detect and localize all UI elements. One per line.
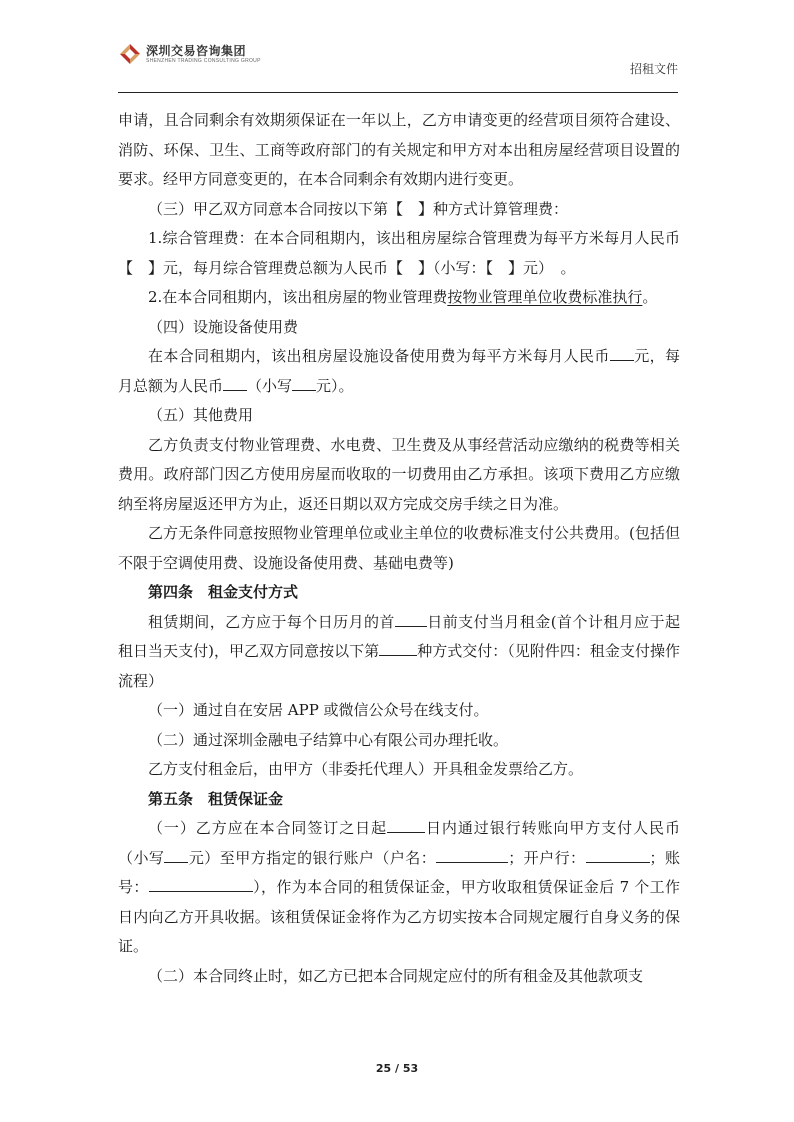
paragraph: （一）通过自在安居 APP 或微信公众号在线支付。 xyxy=(148,701,489,719)
logo-chinese-name: 深圳交易咨询集团 xyxy=(146,43,247,58)
page-header xyxy=(118,42,678,90)
document-body xyxy=(118,106,680,991)
underlined-text: 按物业管理单位收费标准执行 xyxy=(447,288,643,306)
text-run: ；账号： xyxy=(118,848,680,896)
blank-field xyxy=(395,610,427,627)
paragraph: 乙方支付租金后，由甲方（非委托代理人）开具租金发票给乙方。 xyxy=(148,760,584,778)
paragraph: （三）甲乙双方同意本合同按以下第【 】种方式计算管理费： xyxy=(148,199,569,218)
paragraph: （二）通过深圳金融电子结算中心有限公司办理托收。 xyxy=(148,730,509,749)
text-run: （小写 xyxy=(247,376,293,395)
paragraph: （四）设施设备使用费 xyxy=(148,317,299,336)
paragraph: （二）本合同终止时，如乙方已把本合同规定应付的所有租金及其他款项支 xyxy=(148,966,644,985)
paragraph: 乙方负责支付物业管理费、水电费、卫生费及从事经营活动应缴纳的税费等相关费用。政府部门因乙方使用房屋而收取的一切费用由乙方承担。该项下费用乙方应缴纳至将房屋返还甲方为止，返还日期以双方完成交房手续之日为准。 xyxy=(118,435,680,513)
text-run: 2.在本合同租期内，该出租房屋的物业管理费 xyxy=(148,288,448,306)
paragraph xyxy=(118,814,680,962)
text-run: 。 xyxy=(642,288,658,306)
blank-field xyxy=(292,374,316,391)
text-run: ），作为本合同的租赁保证金，甲方收取租赁保证金后 7 个工作日内向乙方开具收据。该租赁保证金将作为乙方切实按本合同规定履行自身义务的保证。 xyxy=(118,878,680,955)
text-run: 种方式交付：（见附件四：租金支付操作流程） xyxy=(118,642,680,690)
paragraph xyxy=(118,608,680,697)
blank-field xyxy=(164,846,188,863)
company-logo xyxy=(118,42,261,66)
blank-field xyxy=(586,846,650,863)
text-run: 元）。 xyxy=(316,376,354,395)
paragraph: 申请，且合同剩余有效期须保证在一年以上，乙方申请变更的经营项目须符合建设、消防、环保、卫生、工商等政府部门的有关规定和甲方对本出租房屋经营项目设置的要求。经甲方同意变更的，在本合同剩余有效期内进行变更。 xyxy=(118,111,680,188)
text-run: 在本合同租期内，该出租房屋设施设备使用费为每平方米每月人民币 xyxy=(148,347,610,365)
blank-field xyxy=(223,374,247,391)
page-number: 25 / 53 xyxy=(375,1062,419,1075)
section-heading: 第五条 租赁保证金 xyxy=(148,789,284,808)
text-run: 元）至甲方指定的银行账户（户名： xyxy=(188,848,437,867)
text-run: 日前支付当月租金(首个计租月应于起租日当天支付)，甲乙双方同意按以下第 xyxy=(118,612,680,660)
header-divider xyxy=(118,92,678,93)
text-run: 租赁期间，乙方应于每个日历月的首 xyxy=(148,612,395,631)
blank-field xyxy=(379,639,417,656)
logo-english-name: SHENZHEN TRADING CONSULTING GROUP xyxy=(146,57,261,64)
paragraph: 1.综合管理费：在本合同租期内，该出租房屋综合管理费为每平方米每月人民币【 】元，每月综合管理费总额为人民币【 】（小写：【 】元） 。 xyxy=(118,229,680,277)
blank-field xyxy=(610,344,634,361)
logo-mark-icon xyxy=(118,42,142,66)
text-run: ；开户行： xyxy=(508,848,586,867)
document-type-label: 招租文件 xyxy=(629,62,678,76)
paragraph: 乙方无条件同意按照物业管理单位或业主单位的收费标准支付公共费用。(包括但不限于空调使用费、设施设备使用费、基础电费等) xyxy=(118,524,680,572)
text-run: 元，每月总额为人民币 xyxy=(118,347,680,395)
blank-field xyxy=(149,875,253,892)
section-heading: 第四条 租金支付方式 xyxy=(148,583,299,601)
paragraph xyxy=(118,342,680,401)
blank-field xyxy=(387,816,425,833)
text-run: 日内通过银行转账向甲方支付人民币（小写 xyxy=(118,819,680,867)
paragraph: （五）其他费用 xyxy=(148,406,254,424)
paragraph xyxy=(118,283,680,313)
blank-field xyxy=(436,846,508,863)
text-run: （一）乙方应在本合同签订之日起 xyxy=(148,819,388,837)
